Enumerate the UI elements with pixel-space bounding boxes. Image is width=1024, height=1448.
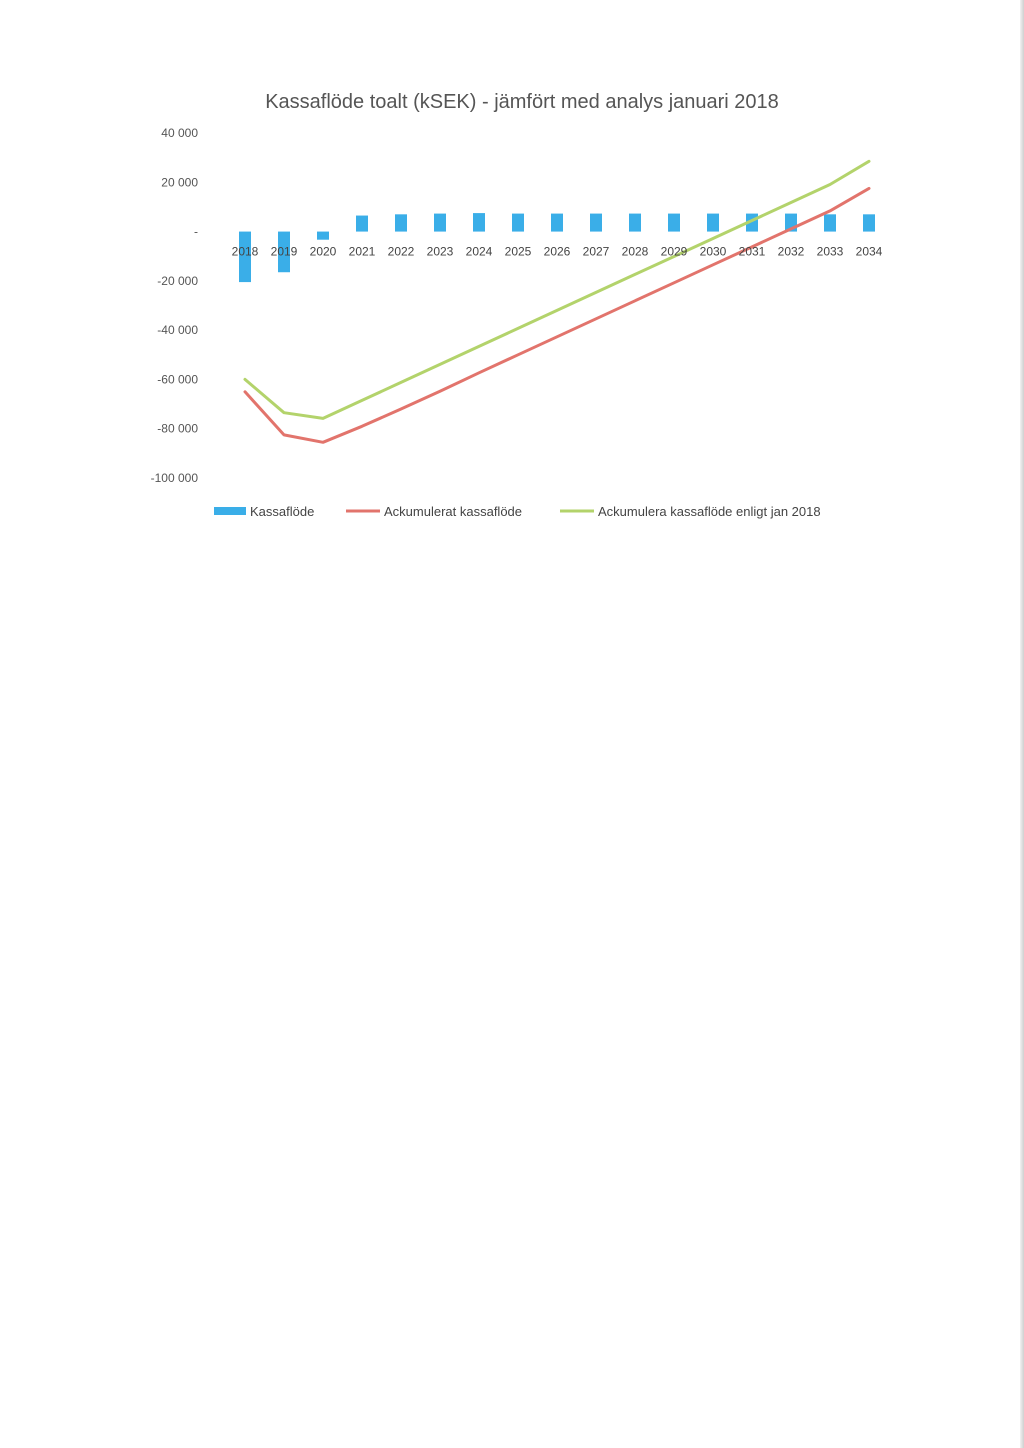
scan-edge — [1020, 0, 1024, 1448]
legend — [214, 504, 821, 519]
legend-label: Kassaflöde — [250, 504, 315, 519]
bar-2024 — [473, 213, 485, 231]
x-tick-label-2024: 2024 — [465, 244, 493, 259]
y-tick-label: -100 000 — [150, 471, 198, 485]
x-tick-label-2025: 2025 — [504, 244, 532, 259]
bar-2030 — [707, 214, 719, 232]
x-tick-label-2028: 2028 — [621, 244, 649, 259]
chart-container — [0, 0, 1024, 560]
line-series — [245, 161, 869, 442]
y-tick-label: 40 000 — [161, 126, 198, 140]
bar-2028 — [629, 214, 641, 232]
bar-2022 — [395, 214, 407, 231]
y-tick-label: -60 000 — [157, 372, 198, 387]
y-tick-label: -80 000 — [157, 421, 198, 436]
bar-2034 — [863, 214, 875, 231]
x-tick-label-2026: 2026 — [543, 244, 571, 259]
x-tick-label-2022: 2022 — [387, 244, 415, 259]
y-tick-label: -20 000 — [157, 273, 198, 288]
y-tick-label: -40 000 — [157, 323, 198, 338]
x-tick-label-2031: 2031 — [738, 244, 766, 259]
bar-2026 — [551, 214, 563, 232]
cashflow-chart — [0, 0, 1024, 560]
x-tick-label-2033: 2033 — [816, 244, 844, 259]
bar-2023 — [434, 214, 446, 232]
line-ackumulera-jan-2018 — [245, 161, 869, 418]
x-tick-label-2034: 2034 — [855, 244, 883, 259]
x-tick-label-2020: 2020 — [309, 244, 337, 259]
y-axis — [151, 126, 199, 485]
legend-swatch-kassaflode — [214, 507, 246, 515]
x-tick-label-2030: 2030 — [699, 244, 727, 259]
x-tick-label-2018: 2018 — [231, 244, 259, 259]
bar-2033 — [824, 214, 836, 231]
chart-title: Kassaflöde toalt (kSEK) - jämfört med analys januari 2018 — [265, 91, 779, 113]
x-axis — [232, 245, 883, 259]
bar-2021 — [356, 216, 368, 232]
legend-label: Ackumulerat kassaflöde — [384, 504, 523, 519]
bar-2025 — [512, 214, 524, 232]
x-tick-label-2021: 2021 — [348, 244, 376, 259]
x-tick-label-2023: 2023 — [426, 244, 454, 259]
bar-2020 — [317, 232, 329, 240]
bar-2029 — [668, 214, 680, 232]
x-tick-label-2027: 2027 — [582, 244, 610, 259]
x-tick-label-2032: 2032 — [777, 244, 805, 259]
y-tick-label: 20 000 — [161, 175, 198, 190]
bar-2027 — [590, 214, 602, 232]
x-tick-label-2019: 2019 — [270, 244, 298, 259]
legend-label: Ackumulera kassaflöde enligt jan 2018 — [598, 504, 821, 519]
y-tick-label: - — [194, 224, 198, 239]
x-tick-label-2029: 2029 — [660, 244, 688, 259]
